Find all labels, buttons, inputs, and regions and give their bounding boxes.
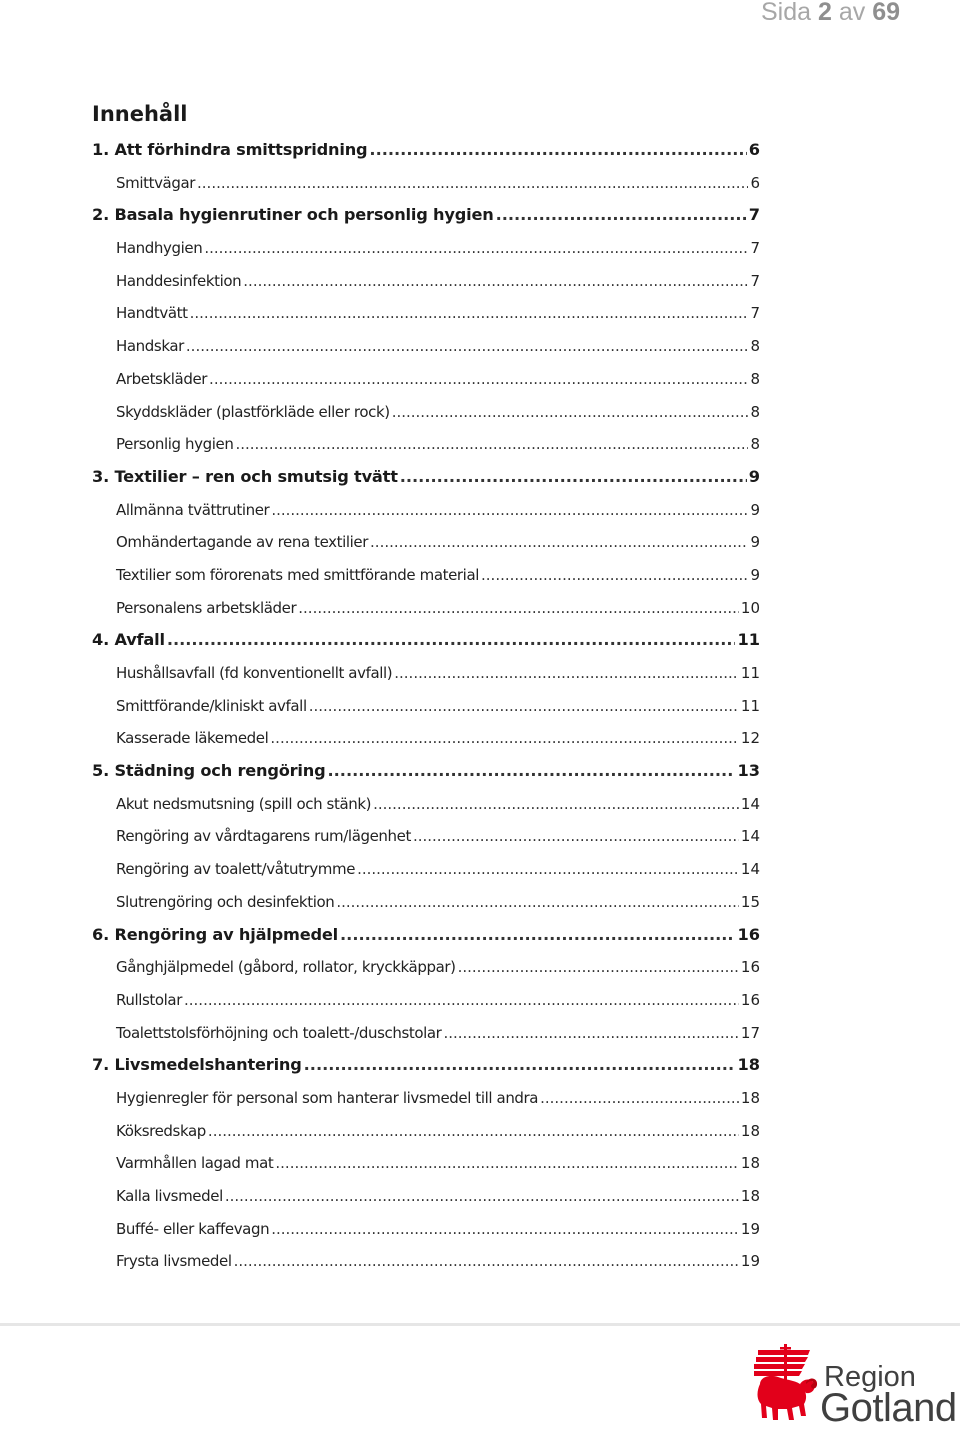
toc-dot-leader	[235, 428, 748, 461]
toc-dot-leader	[400, 461, 747, 494]
toc-entry-page: 9	[750, 533, 760, 552]
toc-entry-label: Textilier som förorenats med smittförande material	[116, 565, 480, 584]
toc-entry-page: 16	[737, 924, 760, 944]
toc-dot-leader	[234, 1245, 739, 1278]
toc-entry-page: 18	[740, 1121, 760, 1140]
toc-entry-label: Gånghjälpmedel (gåbord, rollator, kryckkäppar)	[116, 958, 456, 977]
page-separator: av	[838, 0, 866, 26]
toc-entry-label: Personlig hygien	[116, 435, 234, 454]
toc-entry-page: 7	[748, 205, 760, 225]
toc-chapter-entry[interactable]	[92, 624, 760, 657]
toc-entry-label: Handhygien	[116, 239, 203, 258]
toc-entry-label: Hushållsavfall (fd konventionellt avfall)	[116, 664, 393, 682]
toc-chapter-entry[interactable]	[92, 1049, 760, 1082]
toc-entry-page: 9	[750, 500, 760, 519]
toc-entry-label: Hygienregler för personal som hanterar livsmedel till andra	[116, 1088, 539, 1107]
toc-dot-leader	[370, 526, 748, 559]
toc-dot-leader	[298, 592, 739, 625]
toc-entry-label: Toalettstolsförhöjning och toalett-/duschstolar	[116, 1023, 442, 1042]
toc-dot-leader	[481, 559, 748, 592]
toc-section-entry[interactable]	[92, 265, 760, 298]
toc-section-entry[interactable]	[92, 984, 760, 1017]
toc-entry-label: 1. Att förhindra smittspridning	[92, 140, 368, 159]
toc-chapter-entry[interactable]	[92, 199, 760, 232]
logo-text-gotland: Gotland	[820, 1386, 957, 1430]
toc-dot-leader	[443, 1017, 738, 1050]
toc-entry-page: 18	[740, 1154, 760, 1173]
page-current: 2	[817, 0, 832, 26]
toc-entry-label: Smittvägar	[116, 173, 196, 192]
toc-section-entry[interactable]	[92, 297, 760, 330]
toc-entry-label: Varmhållen lagad mat	[116, 1154, 274, 1173]
toc-dot-leader	[197, 167, 748, 200]
toc-section-entry[interactable]	[92, 232, 760, 265]
toc-dot-leader	[392, 396, 749, 429]
toc-section-entry[interactable]	[92, 526, 760, 559]
toc-dot-leader	[271, 1213, 739, 1246]
toc-entry-label: Buffé- eller kaffevagn	[116, 1219, 270, 1238]
toc-entry-label: Slutrengöring och desinfektion	[116, 892, 335, 911]
toc-entry-page: 11	[740, 696, 760, 715]
toc-section-entry[interactable]	[92, 657, 760, 690]
toc-entry-page: 18	[737, 1055, 760, 1075]
toc-entry-label: Skyddskläder (plastförkläde eller rock)	[116, 402, 390, 421]
toc-entry-page: 14	[740, 794, 760, 813]
toc-entry-page: 19	[740, 1252, 760, 1271]
toc-section-entry[interactable]	[92, 1017, 760, 1050]
toc-entry-label: Frysta livsmedel	[116, 1252, 232, 1271]
page-number	[761, 0, 900, 27]
toc-dot-leader	[225, 1180, 739, 1213]
toc-entry-page: 16	[740, 958, 760, 977]
toc-entry-page: 19	[740, 1219, 760, 1238]
toc-entry-label: Handskar	[116, 337, 184, 356]
toc-entry-page: 7	[750, 271, 760, 290]
page-prefix: Sida	[760, 0, 812, 26]
toc-dot-leader	[270, 722, 739, 755]
toc-entry-page: 18	[740, 1088, 760, 1107]
toc-entry-page: 6	[748, 140, 760, 159]
toc-section-entry[interactable]	[92, 1082, 760, 1115]
toc-entry-label: Rullstolar	[116, 990, 182, 1009]
toc-entry-page: 9	[750, 565, 760, 584]
toc-entry-label: 2. Basala hygienrutiner och personlig hygien	[92, 205, 494, 225]
toc-section-entry[interactable]	[92, 428, 760, 461]
toc-entry-page: 15	[740, 892, 760, 911]
toc-entry-page: 16	[740, 990, 760, 1009]
toc-dot-leader	[208, 1115, 739, 1148]
toc-entry-page: 14	[740, 860, 760, 879]
toc-entry-label: 4. Avfall	[92, 630, 165, 650]
toc-section-entry[interactable]	[92, 1115, 760, 1148]
toc-dot-leader	[340, 919, 735, 952]
toc-chapter-entry[interactable]	[92, 755, 760, 788]
toc-section-entry[interactable]	[92, 330, 760, 363]
toc-chapter-entry[interactable]	[92, 461, 760, 494]
toc-entry-label: Kalla livsmedel	[116, 1187, 223, 1205]
toc-dot-leader	[369, 134, 746, 167]
toc-entry-label: 5. Städning och rengöring	[92, 761, 326, 781]
logo-text-region: Region	[824, 1361, 916, 1393]
toc-entry-page: 6	[750, 173, 760, 192]
toc-entry-page: 18	[740, 1187, 760, 1205]
toc-dot-leader	[328, 755, 736, 788]
toc-section-entry[interactable]	[92, 788, 760, 821]
page-total: 69	[872, 0, 900, 26]
toc-dot-leader	[167, 624, 736, 657]
toc-dot-leader	[304, 1049, 736, 1082]
toc-entry-label: 7. Livsmedelshantering	[92, 1055, 302, 1075]
toc-entry-label: Omhändertagande av rena textilier	[116, 533, 369, 552]
toc-entry-label: Rengöring av toalett/våtutrymme	[116, 860, 356, 879]
toc-dot-leader	[458, 951, 739, 984]
toc-entry-label: Handtvätt	[116, 304, 188, 323]
toc-entry-page: 8	[750, 435, 760, 454]
toc-dot-leader	[209, 363, 748, 396]
toc-entry-label: Personalens arbetskläder	[116, 598, 297, 617]
toc-section-entry[interactable]	[92, 1180, 760, 1213]
footer-divider	[0, 1323, 960, 1326]
toc-entry-label: Allmänna tvättrutiner	[116, 500, 270, 519]
toc-section-entry[interactable]	[92, 1147, 760, 1180]
toc-entry-label: Arbetskläder	[116, 369, 208, 388]
toc-section-entry[interactable]	[92, 167, 760, 200]
toc-section-entry[interactable]	[92, 690, 760, 723]
toc-entry-label: Akut nedsmutsning (spill och stänk)	[116, 794, 372, 813]
toc-entry-page: 17	[740, 1023, 760, 1042]
toc-section-entry[interactable]	[92, 951, 760, 984]
toc-entry-label: Rengöring av vårdtagarens rum/lägenhet	[116, 827, 411, 846]
toc-dot-leader	[271, 494, 748, 527]
toc-dot-leader	[184, 984, 739, 1017]
toc-dot-leader	[190, 297, 749, 330]
toc-section-entry[interactable]	[92, 1245, 760, 1278]
gotland-ram-icon	[754, 1344, 817, 1420]
toc-dot-leader	[186, 330, 749, 363]
toc-section-entry[interactable]	[92, 1213, 760, 1246]
table-of-contents	[92, 134, 760, 1278]
toc-dot-leader	[336, 886, 739, 919]
toc-title: Innehåll	[92, 102, 188, 126]
toc-section-entry[interactable]	[92, 363, 760, 396]
toc-entry-label: 3. Textilier – ren och smutsig tvätt	[92, 466, 398, 486]
toc-section-entry[interactable]	[92, 559, 760, 592]
toc-entry-page: 8	[750, 337, 760, 356]
toc-dot-leader	[309, 690, 739, 723]
toc-dot-leader	[496, 199, 747, 232]
toc-entry-page: 11	[740, 664, 760, 682]
toc-dot-leader	[373, 788, 739, 821]
toc-dot-leader	[204, 232, 748, 265]
toc-dot-leader	[540, 1082, 739, 1115]
toc-entry-page: 11	[737, 630, 760, 650]
toc-entry-page: 7	[750, 239, 760, 258]
toc-section-entry[interactable]	[92, 722, 760, 755]
toc-section-entry[interactable]	[92, 820, 760, 853]
toc-entry-page: 9	[748, 466, 760, 486]
toc-entry-page: 7	[750, 304, 760, 323]
toc-dot-leader	[275, 1147, 739, 1180]
toc-dot-leader	[394, 657, 739, 690]
toc-chapter-entry[interactable]	[92, 134, 760, 167]
toc-entry-label: Kasserade läkemedel	[116, 729, 269, 748]
toc-entry-label: Smittförande/kliniskt avfall	[116, 696, 307, 715]
toc-chapter-entry[interactable]	[92, 919, 760, 952]
toc-entry-page: 10	[740, 598, 760, 617]
toc-dot-leader	[243, 265, 748, 298]
toc-entry-page: 8	[750, 402, 760, 421]
toc-section-entry[interactable]	[92, 886, 760, 919]
toc-section-entry[interactable]	[92, 396, 760, 429]
toc-section-entry[interactable]	[92, 853, 760, 886]
toc-entry-page: 13	[737, 761, 760, 781]
toc-entry-page: 14	[740, 827, 760, 846]
toc-entry-page: 8	[750, 369, 760, 388]
toc-section-entry[interactable]	[92, 592, 760, 625]
toc-section-entry[interactable]	[92, 494, 760, 527]
toc-entry-page: 12	[740, 729, 760, 748]
toc-entry-label: 6. Rengöring av hjälpmedel	[92, 924, 339, 944]
toc-dot-leader	[357, 853, 739, 886]
toc-entry-label: Köksredskap	[116, 1121, 206, 1140]
toc-entry-label: Handdesinfektion	[116, 271, 242, 290]
toc-dot-leader	[413, 820, 739, 853]
